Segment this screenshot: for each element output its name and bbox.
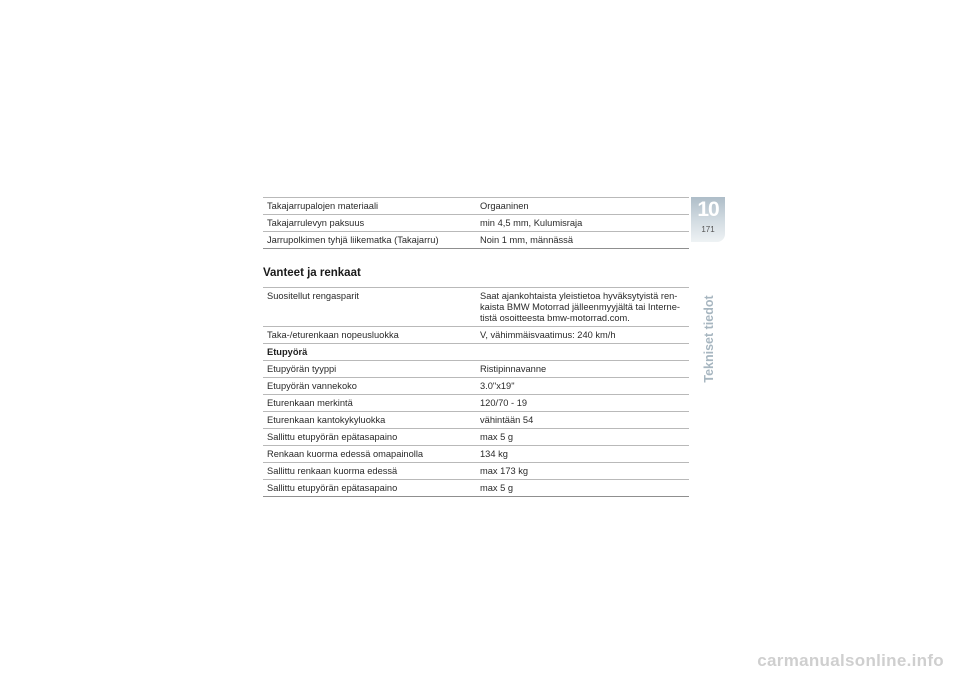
table-subheading-row (263, 344, 689, 361)
spec-value: 134 kg (476, 446, 689, 463)
spec-label: Renkaan kuorma edessä omapainolla (263, 446, 476, 463)
spec-value: Ristipinnavanne (476, 361, 689, 378)
table-row (263, 429, 689, 446)
table-row (263, 480, 689, 497)
table-row (263, 288, 689, 327)
table-row (263, 327, 689, 344)
spec-value: Saat ajankohtaista yleistietoa hyväksytyistä ren- kaista BMW Motorrad jälleenmyyjältä tai Interne- tistä osoitteesta bmw-motorrad.com. (476, 288, 689, 327)
spec-value: max 5 g (476, 480, 689, 497)
table-row (263, 361, 689, 378)
table-row (263, 412, 689, 429)
spec-label: Taka-/eturenkaan nopeusluokka (263, 327, 476, 344)
spec-value: max 5 g (476, 429, 689, 446)
spec-label: Jarrupolkimen tyhjä liikematka (Takajarru) (263, 232, 476, 249)
spec-value: max 173 kg (476, 463, 689, 480)
table-row (263, 446, 689, 463)
spec-value: Orgaaninen (476, 198, 689, 215)
spec-label: Takajarrupalojen materiaali (263, 198, 476, 215)
table-row (263, 215, 689, 232)
chapter-title: Tekniset tiedot (702, 295, 716, 383)
spec-label: Eturenkaan merkintä (263, 395, 476, 412)
table-row (263, 378, 689, 395)
section-heading: Vanteet ja renkaat (263, 267, 361, 279)
page-number: 171 (701, 225, 715, 234)
table-row (263, 198, 689, 215)
spec-label: Sallittu etupyörän epätasapaino (263, 480, 476, 497)
spec-label: Sallittu etupyörän epätasapaino (263, 429, 476, 446)
spec-value: 3.0"x19" (476, 378, 689, 395)
table-row (263, 232, 689, 249)
content-area (263, 197, 689, 497)
spec-label: Suositellut rengasparit (263, 288, 476, 327)
table-row (263, 395, 689, 412)
spec-value: min 4,5 mm, Kulumisraja (476, 215, 689, 232)
spec-label: Eturenkaan kantokykyluokka (263, 412, 476, 429)
brake-spec-table (263, 197, 689, 249)
spec-value: V, vähimmäisvaatimus: 240 km/h (476, 327, 689, 344)
chapter-tab (691, 197, 725, 242)
spec-label: Takajarrulevyn paksuus (263, 215, 476, 232)
table-subheading: Etupyörä (263, 344, 689, 361)
wheel-spec-table (263, 287, 689, 497)
chapter-number: 10 (697, 198, 719, 221)
spec-label: Sallittu renkaan kuorma edessä (263, 463, 476, 480)
spec-value: Noin 1 mm, männässä (476, 232, 689, 249)
spec-label: Etupyörän tyyppi (263, 361, 476, 378)
spec-value: 120/70 - 19 (476, 395, 689, 412)
watermark: carmanualsonline.info (757, 651, 944, 670)
spec-value: vähintään 54 (476, 412, 689, 429)
spec-label: Etupyörän vannekoko (263, 378, 476, 395)
chapter-title-container (702, 295, 716, 383)
table-row (263, 463, 689, 480)
